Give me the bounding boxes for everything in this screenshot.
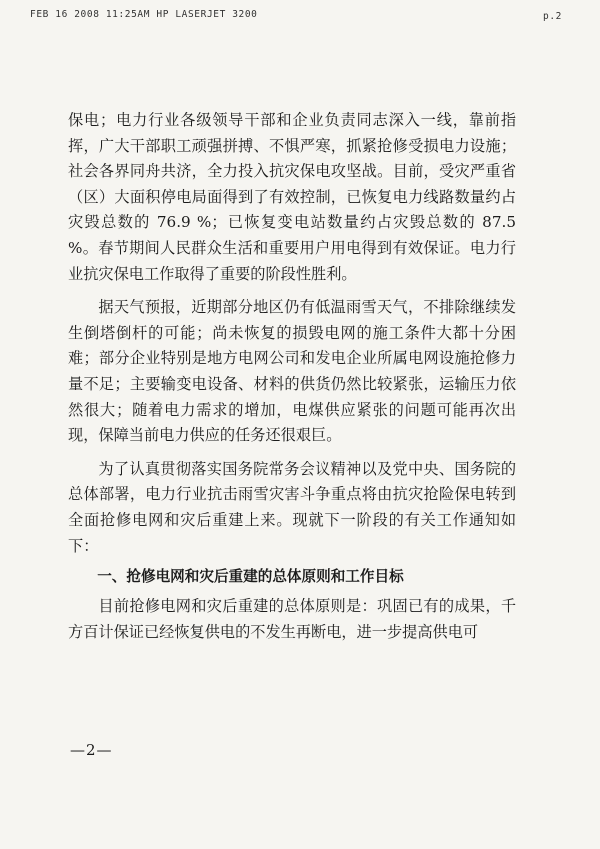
fax-timestamp: FEB 16 2008 11:25AM HP LASERJET 3200 xyxy=(30,9,258,20)
fax-header xyxy=(30,9,562,23)
section-heading: 一、抢修电网和灾后重建的总体原则和工作目标 xyxy=(97,568,404,586)
page-number: —2— xyxy=(70,741,113,759)
paragraph-1: 保电；电力行业各级领导干部和企业负责同志深入一线，靠前指挥，广大干部职工顽强拼搏、不惧严寒，抓紧抢修受损电力设施；社会各界同舟共济，全力投入抗灾保电攻坚战。目前，受灾严重省（区）大面积停电局面得到了有效控制，已恢复电力线路数量约占灾毁总数的 76.9 %；已恢复变电站数量约占灾毁总数的 87.5 %。春节期间人民群众生活和重要用户用电得到有效保证。电力行业抗灾保电工作取得了重要的阶段性胜利。 xyxy=(68,111,516,283)
fax-page-label: p.2 xyxy=(543,11,562,22)
document-body xyxy=(68,108,516,645)
paragraph-4: 目前抢修电网和灾后重建的总体原则是：巩固已有的成果，千方百计保证已经恢复供电的不发生再断电，进一步提高供电可 xyxy=(68,597,516,641)
paragraph-3: 为了认真贯彻落实国务院常务会议精神以及党中央、国务院的总体部署，电力行业抗击雨雪灾害斗争重点将由抗灾抢险保电转到全面抢修电网和灾后重建上来。现就下一阶段的有关工作通知如下： xyxy=(68,459,516,555)
paragraph-2: 据天气预报，近期部分地区仍有低温雨雪天气，不排除继续发生倒塔倒杆的可能；尚未恢复的损毁电网的施工条件大都十分困难；部分企业特别是地方电网公司和发电企业所属电网设施抢修力量不足；主要输变电设备、材料的供货仍然比较紧张，运输压力依然很大；随着电力需求的增加，电煤供应紧张的问题可能再次出现，保障当前电力供应的任务还很艰巨。 xyxy=(68,298,516,445)
